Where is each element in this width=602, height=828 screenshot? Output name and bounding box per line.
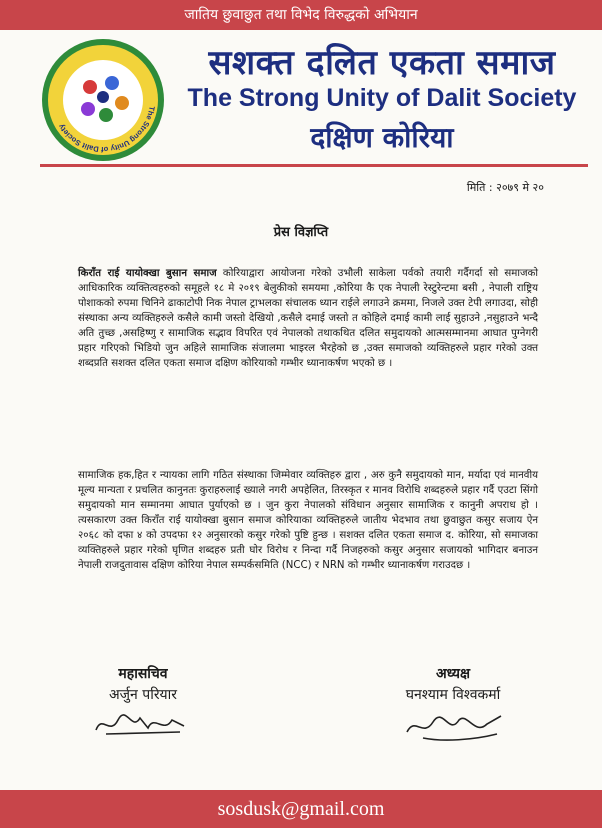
organization-location: दक्षिण कोरिया [310,121,454,154]
header-divider [40,164,588,167]
signatory-right-title: अध्यक्ष [435,666,471,682]
paragraph-1 [78,266,538,371]
letter-date: मिति : २०७९ मे २० [466,181,544,194]
signature-left-image [88,706,198,742]
signature-right-image [393,706,513,746]
signatory-left-title: महासचिव [118,666,168,682]
seal-arc-text: The Strong Unity of Dalit Society [56,105,157,155]
paragraph-1-body: कोरियाद्वारा आयोजना गरेको उभौली साकेला पर्वको तयारी गर्दैगर्दा सो समाजको आधिकारिक व्यक्तित्वहरुको समूहले १८ मे २०१९ बेलुकीको समयमा ,कोरिया कै एक नेपाली रेस्टुरेन्टमा बसी , नेपाली राष्ट्रिय पोशाकको रुपमा चिनिने ढाकाटोपी निक नेपाल ट्राभलका संचालक ध्यान राईले लगाउने क्रममा, निजले उक्त टेपी लगाउदा, सोही संस्थाका अन्य व्यक्तिहरुले कसैले कामी जस्तो देखियो ,कसैले दमाई जस्तो त कोहिले दमाई कामी लाई सुहाउने ,नसुहाउने भन्दै अति तुच्छ ,असहिष्णु र सामाजिक सद्भाव विपरित एवं नेपालको तथाकथित दलित समुदायको आत्मसम्मानमा आघात पुग्नेगरी प्रहार गरिएको भिडियो जुन अहिले सामाजिक संजालमा भाइरल भैरहेको छ ,उक्त समाजको व्यक्तिहरुले प्रहार गरेको उक्त शब्दप्रति सशक्त दलित एकता समाज दक्षिण कोरियाको गम्भीर ध्यानाकर्षण भएको छ । [78,268,538,369]
footer-email: sosdusk@gmail.com [217,798,385,820]
paragraph-1-lead: किराँत राई यायोक्खा बुसान समाज [78,268,217,279]
top-banner [0,0,602,30]
banner-text: जातिय छुवाछुत तथा विभेद विरुद्धको अभियान [184,7,418,23]
signatory-left-name: अर्जुन परियार [108,687,178,703]
signatory-right-name: घनश्याम विश्वकर्मा [405,687,501,703]
organization-name-english: The Strong Unity of Dalit Society [187,84,577,112]
signature-block-left [78,664,208,742]
paragraph-2: सामाजिक हक,हित र न्यायका लागि गठित संस्थाका जिम्मेवार व्यक्तिहरु द्वारा , अरु कुनै समुदायको मान, मर्यादा एवं मानवीय मूल्य मान्यता र प्रचलित कानुनतः कुराहरुलाई ख्याले नगरी अपहेलित, तिरस्कृत र मानव विरोधि शब्दहरुले प्रहार गर्दै एउटा सिंगो समुदायको मान सम्मानमा आघात पुर्याएको छ । जुन कुरा नेपालको संविधान अनुसार सामाजिक र कानुनी अपराध हो । त्यसकारण उक्त किराँत राई यायोक्खा बुसान समाज कोरियाका व्यक्तिहरुले जातीय भेदभाव तथा छुवाछुत कसुर सजाय ऐन २०६८ को दफा ४ को उपदफा १२ अनुसारको कसुर गरेको पुष्टि हुन्छ । सशक्त दलित एकता समाज द. कोरिया, सो समाजका व्यक्तिहरुले प्रहार गरेको घृणित शब्दहरु प्रती घोर विरोध र निन्दा गर्दै निजहरुको कसुर अनुसार सजायको भागिदार बनाउन नेपाली राजदुतावास दक्षिण कोरिया नेपाल सम्पर्कसमिति (NCC) र NRN को गम्भीर ध्यानाकर्षण गराउदछ । [78,470,538,571]
signature-block-right [378,664,528,746]
footer-bar [0,790,602,828]
organization-name-nepali: सशक्त दलित एकता समाज [208,43,556,83]
letter-heading: प्रेस विज्ञप्ति [273,225,329,240]
organization-seal-logo [40,37,166,163]
